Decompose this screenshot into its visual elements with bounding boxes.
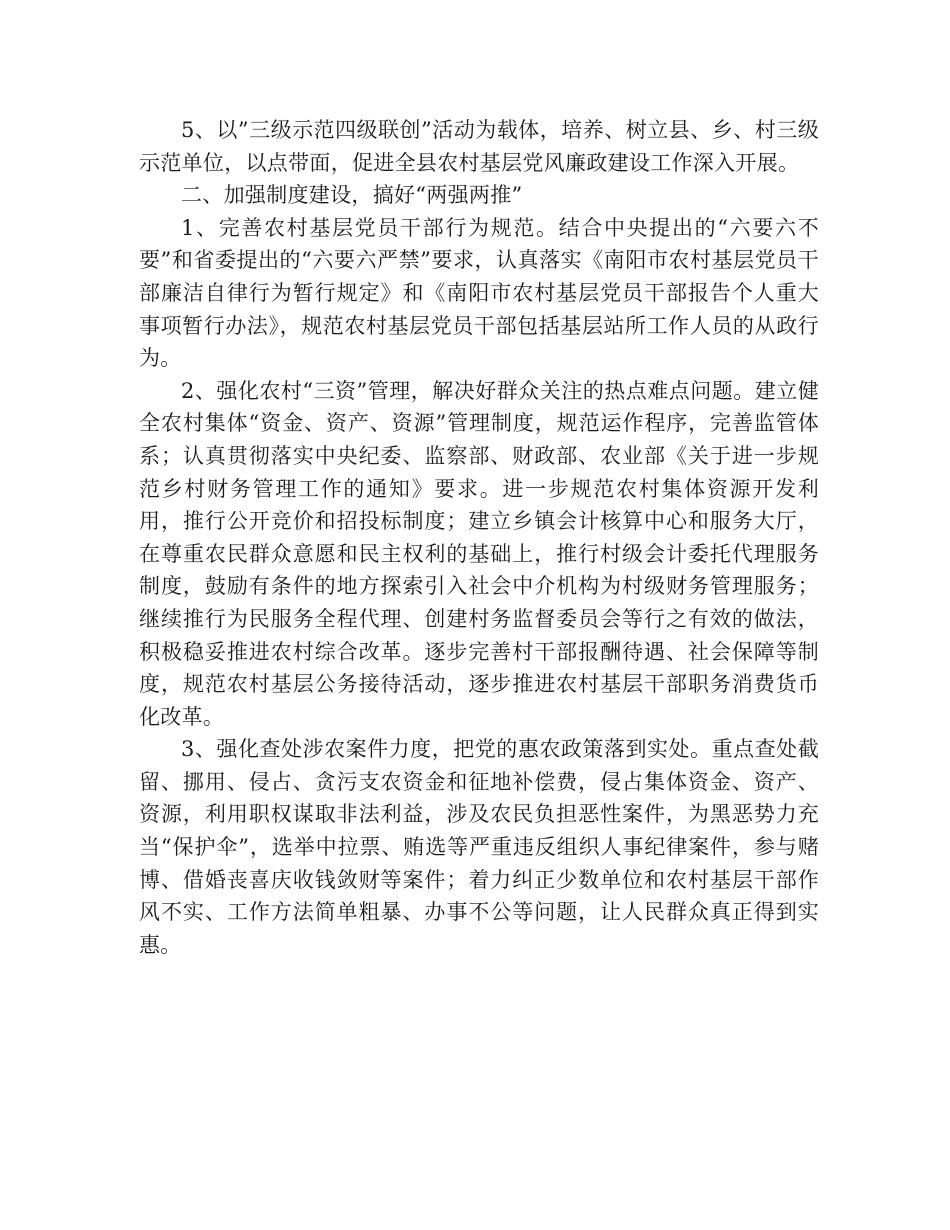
paragraph-item-5-demonstration: 5、以”三级示范四级联创”活动为载体，培养、树立县、乡、村三级示范单位，以点带面，促进全县农村基层党风廉政建设工作深入开展。: [139, 118, 819, 175]
paragraph-item-3-case-investigation: 3、强化查处涉农案件力度，把党的惠农政策落到实处。重点查处截留、挪用、侵占、贪污支农资金和征地补偿费，侵占集体资金、资产、资源，利用职权谋取非法利益，涉及农民负担恶性案件，为黑恶势力充当“保护伞”，选举中拉票、贿选等严重违反组织人事纪律案件，参与赌博、借婚丧喜庆收钱敛财等案件；着力纠正少数单位和农村基层干部作风不实、工作方法简单粗暴、办事不公等问题，让人民群众真正得到实惠。: [139, 737, 819, 957]
paragraph-item-2-three-assets: 2、强化农村“三资”管理，解决好群众关注的热点难点问题。建立健全农村集体“资金、资产、资源”管理制度，规范运作程序，完善监管体系；认真贯彻落实中央纪委、监察部、财政部、农业部《关于进一步规范乡村财务管理工作的通知》要求。进一步规范农村集体资源开发利用，推行公开竞价和招投标制度；建立乡镇会计核算中心和服务大厅，在尊重农民群众意愿和民主权利的基础上，推行村级会计委托代理服务制度，鼓励有条件的地方探索引入社会中介机构为村级财务管理服务；继续推行为民服务全程代理、创建村务监督委员会等行之有效的做法，积极稳妥推进农村综合改革。逐步完善村干部报酬待遇、社会保障等制度，规范农村基层公务接待活动，逐步推进农村基层干部职务消费货币化改革。: [139, 378, 819, 729]
document-body: [139, 114, 819, 961]
section-heading-system-building: 二、加强制度建设，搞好“两强两推”: [181, 183, 523, 208]
paragraph-item-1-conduct-norms: 1、完善农村基层党员干部行为规范。结合中央提出的“六要六不要”和省委提出的“六要六严禁”要求，认真落实《南阳市农村基层党员干部廉洁自律行为暂行规定》和《南阳市农村基层党员干部报告个人重大事项暂行办法》，规范农村基层党员干部包括基层站所工作人员的从政行为。: [139, 215, 819, 371]
